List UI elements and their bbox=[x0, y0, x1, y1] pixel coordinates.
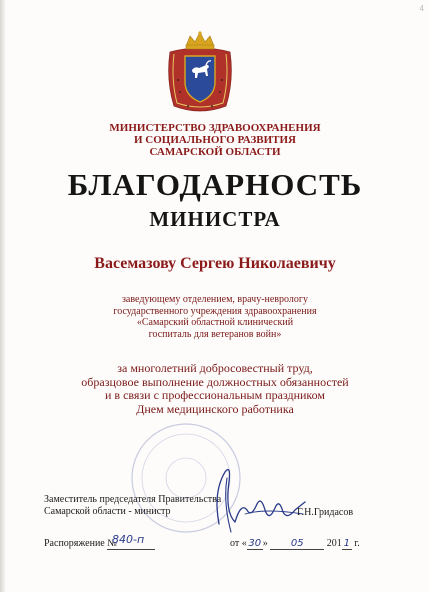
date-prefix: от « bbox=[230, 538, 247, 549]
signatory-title bbox=[44, 494, 221, 518]
samara-coat-of-arms-icon bbox=[164, 30, 236, 116]
position-line-1: заведующему отделением, врачу-неврологу bbox=[121, 294, 308, 305]
reason-line-1: за многолетний добросовестный труд, bbox=[117, 361, 313, 375]
signatory-title-line-1: Заместитель председателя Правительства bbox=[44, 494, 222, 505]
award-reason bbox=[0, 362, 430, 416]
order-date bbox=[230, 538, 360, 550]
position-line-2: государственного учреждения здравоохранения bbox=[113, 305, 317, 317]
ministry-line-1: МИНИСТЕРСТВО ЗДРАВООХРАНЕНИЯ bbox=[109, 122, 321, 134]
date-mid: » bbox=[262, 538, 268, 549]
order-underline bbox=[107, 549, 155, 550]
date-day: 30 bbox=[248, 538, 262, 549]
ministry-line-3: САМАРСКОЙ ОБЛАСТИ bbox=[149, 146, 281, 158]
ministry-header bbox=[0, 122, 430, 158]
signatory-title-line-2: Самарской области - министр bbox=[44, 506, 171, 517]
signatory-name: Г.Н.Гридасов bbox=[297, 507, 354, 518]
handwritten-signature bbox=[205, 452, 315, 542]
order-number: 840-п bbox=[112, 533, 145, 546]
ministry-line-2: И СОЦИАЛЬНОГО РАЗВИТИЯ bbox=[134, 134, 296, 146]
date-suffix: г. bbox=[354, 538, 360, 549]
date-year-digit: 1 bbox=[343, 538, 350, 549]
position-line-4: госпиталь для ветеранов войн» bbox=[148, 328, 282, 340]
date-year-prefix: 201 bbox=[326, 538, 342, 549]
order-label: Распоряжение № bbox=[44, 538, 117, 549]
corner-page-mark: 4 bbox=[419, 4, 424, 13]
date-month: 05 bbox=[270, 538, 324, 550]
document-title: БЛАГОДАРНОСТЬ bbox=[67, 167, 363, 202]
reason-line-2: образцовое выполнение должностных обязанностей bbox=[81, 374, 349, 389]
reason-line-4: Днем медицинского работника bbox=[136, 401, 294, 416]
recipient-name: Васемазову Сергею Николаевичу bbox=[94, 255, 336, 272]
reason-line-3: и в связи с профессиональным праздником bbox=[104, 388, 326, 402]
document-subtitle: МИНИСТРА bbox=[149, 207, 281, 231]
recipient-position bbox=[0, 294, 430, 340]
position-line-3: «Самарский областной клинический bbox=[136, 317, 294, 328]
